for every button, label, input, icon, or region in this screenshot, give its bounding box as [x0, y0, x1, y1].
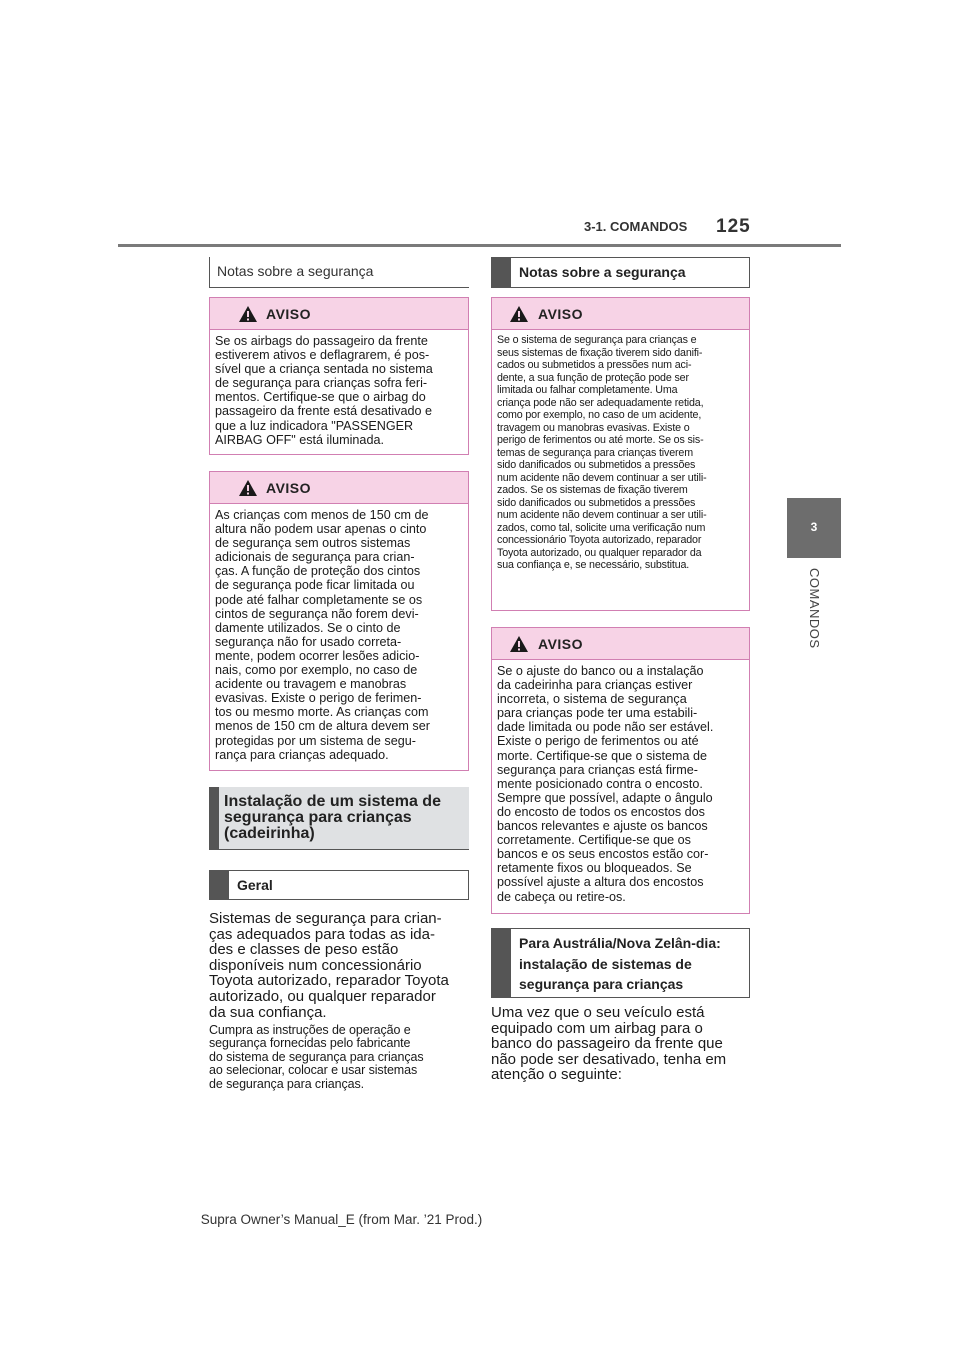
general-heading [209, 870, 469, 900]
warning-header [492, 298, 749, 330]
general-note: Cumpra as instruções de operação e segurança fornecidas pelo fabricante do sistema de segurança para crianças ao selecionar, colocar e usar sistemas de segurança para crianças. [209, 1023, 424, 1091]
warning-title: AVISO [538, 306, 584, 322]
safety-notes-heading-text: Notas sobre a segurança [519, 264, 686, 280]
general-paragraph: Sistemas de segurança para crian- ças adequados para todas as ida- des e classes de peso estão disponíveis num concessionário Toyota autorizado, reparador Toyota autorizado, ou qualquer reparador da sua confiança. [209, 910, 449, 1021]
warning-triangle-icon [238, 305, 258, 323]
safety-notes-heading-text: Notas sobre a segurança [217, 263, 374, 279]
warning-box-seat-adjust [491, 627, 750, 914]
heading-rule [209, 257, 210, 287]
australia-heading [491, 928, 750, 998]
warning-triangle-icon [238, 479, 258, 497]
warning-box-damaged-seat [491, 297, 750, 611]
heading-bar [491, 257, 511, 288]
warning-text: Se os airbags do passageiro da frente estiverem ativos e deflagrarem, é pos- sível que a criança sentada no sistema de segurança para crianças sofra feri- mentos. Certifique-se que o airbag do passageiro da frente está desativado e que a luz indicadora "PASSENGER AIRBAG OFF" está iluminada. [215, 334, 433, 447]
chapter-label: COMANDOS [807, 568, 822, 649]
chapter-tab [787, 498, 841, 558]
warning-box-seatbelt [209, 471, 469, 771]
safety-notes-heading-left [209, 257, 469, 288]
warning-text: As crianças com menos de 150 cm de altura não podem usar apenas o cinto de segurança sem outros sistemas adicionais de segurança para crian- ças. A função de proteção dos cintos de segurança pode ficar limitada ou pode até falhar completamente se os cintos de segurança não forem devi- damente utilizados. Se o cinto de segurança não for usado correta- mente, podem ocorrer lesões adicio- nais, como por exemplo, no caso de acidente ou travagem e manobras evasivas. Existe o perigo de ferimen- tos ou mesmo morte. As crianças com menos de 150 cm de altura devem ser protegidas por um sistema de segu- rança para crianças adequado. [215, 508, 430, 762]
safety-notes-heading-right [491, 257, 750, 288]
warning-text: Se o sistema de segurança para crianças e seus sistemas de fixação tiverem sido danifi- cados ou submetidos a pressões num aci- dente, a sua função de proteção pode ser limitada ou falhar completamente. Uma criança pode não ser adequadamente retida, como por exemplo, no caso de um acidente, travagem ou manobras evasivas. Existe o perigo de ferimentos ou até morte. Se os sis- temas de segurança para crianças tiverem sido danificados ou submetidos a pressões num acidente não devem continuar a ser utili- zados. Se os sistemas de fixação tiverem sido danificados ou submetidos a pressões num acidente não devem continuar a ser utili- zados, como tal, solicite uma verificação num concessionário Toyota autorizado, reparador Toyota autorizado, ou qualquer reparador da sua confiança e, se necessário, substitua. [497, 334, 707, 571]
install-section-heading [209, 787, 469, 850]
footer-manual-title: Supra Owner’s Manual_E (from Mar. ’21 Prod.) [200, 1212, 483, 1227]
heading-bar [209, 870, 229, 900]
heading-bar [491, 928, 511, 998]
australia-paragraph: Uma vez que o seu veículo está equipado com um airbag para o banco do passageiro da frente que não pode ser desativado, tenha em atenção o seguinte: [491, 1004, 727, 1084]
warning-header [210, 472, 468, 504]
header-divider [118, 244, 841, 247]
section-title: 3-1. COMANDOS [584, 219, 688, 234]
warning-title: AVISO [538, 636, 584, 652]
page-number: 125 [716, 216, 751, 237]
general-heading-text: Geral [237, 877, 273, 893]
warning-header [210, 298, 468, 330]
australia-heading-text: Para Austrália/Nova Zelân-dia: instalação de sistemas de segurança para crianças [519, 935, 721, 992]
warning-triangle-icon [509, 305, 529, 323]
warning-title: AVISO [266, 480, 312, 496]
warning-triangle-icon [509, 635, 529, 653]
warning-header [492, 628, 749, 660]
warning-title: AVISO [266, 306, 312, 322]
warning-text: Se o ajuste do banco ou a instalação da cadeirinha para crianças estiver incorreta, o sistema de segurança para crianças pode ter uma estabili- dade limitada ou pode não ser estável. Existe o perigo de ferimentos ou até morte. Certifique-se que o sistema de segurança para crianças está firme- mente posicionado contra o encosto. Sempre que possível, adapte o ângulo do encosto de todos os encostos dos bancos relevantes e ajuste os bancos corretamente. Certifique-se que os bancos e os seus encostos estão cor- retamente fixos ou bloqueados. Se possível ajuste a altura dos encostos de cabeça ou retire-os. [497, 664, 714, 904]
heading-bar [209, 787, 219, 849]
warning-box-airbag [209, 297, 469, 455]
chapter-number: 3 [810, 520, 818, 534]
install-heading-text: Instalação de um sistema de segurança para crianças (cadeirinha) [224, 793, 441, 842]
